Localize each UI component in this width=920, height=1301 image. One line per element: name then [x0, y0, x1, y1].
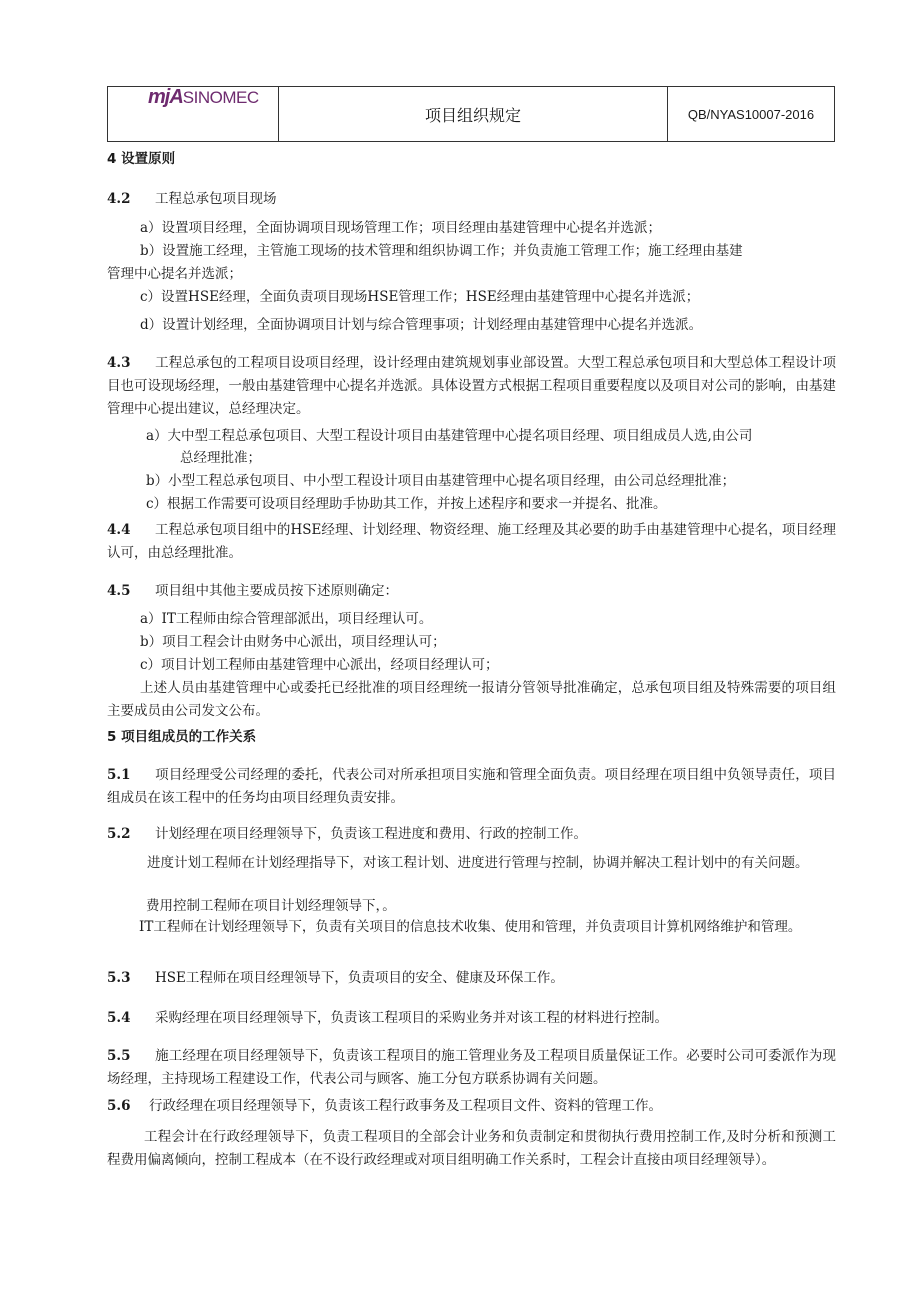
- clause-5-2: [107, 823, 836, 846]
- clause-5-4: [107, 1007, 836, 1030]
- clause-text: HSE工程师在项目经理领导下，负责项目的安全、健康及环保工作。: [155, 970, 564, 986]
- paragraph-5-6-accounting: 工程会计在行政经理领导下，负责工程项目的全部会计业务和负责制定和贯彻执行费用控制工作,及时分析和预测工程费用偏离倾向，控制工程成本（在不设行政经理或对项目组明确工作关系时，工程会计直接由项目经理领导）。: [107, 1129, 836, 1168]
- item-4-3-b: b）小型工程总承包项目、中小型工程设计项目由基建管理中心提名项目经理，由公司总经理批准；: [146, 473, 736, 489]
- paragraph-5-2-schedule: 进度计划工程师在计划经理指导下，对该工程计划、进度进行管理与控制，协调并解决工程计划中的有关问题。: [147, 855, 809, 871]
- clause-number: 5.4: [107, 1010, 131, 1026]
- document-title: 项目组织规定: [279, 87, 668, 141]
- clause-text: 工程总承包的工程项目设项目经理，设计经理由建筑规划事业部设置。大型工程总承包项目和大型总体工程设计项目也可设现场经理，一般由基建管理中心提名并选派。具体设置方式根据工程项目重要程度以及项目对公司的影响，由基建管理中心提出建议，总经理决定。: [107, 355, 836, 417]
- clause-number: 5.1: [107, 767, 131, 783]
- item-4-2-d: d）设置计划经理，全面协调项目计划与综合管理事项；计划经理由基建管理中心提名并选派。: [140, 317, 703, 333]
- clause-number: 5.6: [107, 1098, 131, 1114]
- clause-text: 计划经理在项目经理领导下，负责该工程进度和费用、行政的控制工作。: [155, 826, 587, 842]
- clause-number: 5.5: [107, 1048, 131, 1064]
- clause-4-4: [107, 519, 836, 565]
- paragraph-5-2-cost: 费用控制工程师在项目计划经理领导下，。: [146, 898, 396, 914]
- clause-text: 项目组中其他主要成员按下述原则确定：: [155, 583, 398, 599]
- clause-number: 4.5: [107, 583, 131, 599]
- clause-text: 施工经理在项目经理领导下，负责该工程项目的施工管理业务及工程项目质量保证工作。必要时公司可委派作为现场经理，主持现场工程建设工作，代表公司与顾客、施工分包方联系协调有关问题。: [107, 1048, 836, 1087]
- clause-5-1: [107, 764, 836, 810]
- clause-text: 项目经理受公司经理的委托，代表公司对所承担项目实施和管理全面负责。项目经理在项目组中负领导责任，项目组成员在该工程中的任务均由项目经理负责安排。: [107, 767, 836, 806]
- paragraph-4-5-tail: 上述人员由基建管理中心或委托已经批准的项目经理统一报请分管领导批准确定，总承包项目组及特殊需要的项目组主要成员由公司发文公布。: [107, 680, 836, 719]
- item-4-2-b-line1: b）设置施工经理，主管施工现场的技术管理和组织协调工作；并负责施工管理工作；施工经理由基建: [140, 243, 743, 259]
- item-4-5-a: a）IT工程师由综合管理部派出，项目经理认可。: [140, 611, 433, 627]
- logo-mark: mjA: [148, 86, 183, 108]
- clause-number: 4.2: [107, 191, 131, 207]
- clause-number: 4.4: [107, 522, 131, 538]
- item-4-3-a-line1: a）大中型工程总承包项目、大型工程设计项目由基建管理中心提名项目经理、项目组成员人选,由公司: [146, 428, 753, 444]
- section-5-heading: 5 项目组成员的工作关系: [107, 729, 257, 745]
- item-4-5-c: c）项目计划工程师由基建管理中心派出，经项目经理认可；: [140, 657, 499, 673]
- clause-number: 4.3: [107, 355, 131, 371]
- clause-4-2: [107, 188, 836, 211]
- logo-word: SINOMEC: [182, 88, 259, 107]
- logo-cell: [108, 87, 279, 141]
- clause-text: 行政经理在项目经理领导下，负责该工程行政事务及工程项目文件、资料的管理工作。: [149, 1098, 662, 1114]
- document-code: QB/NYAS10007-2016: [687, 106, 815, 122]
- clause-text: 工程总承包项目现场: [155, 191, 277, 207]
- item-4-2-b-line2: 管理中心提名并选派；: [107, 266, 242, 282]
- clause-number: 5.2: [107, 826, 131, 842]
- section-4-heading: 4 设置原则: [107, 151, 176, 167]
- item-4-2-c: c）设置HSE经理，全面负责项目现场HSE管理工作；HSE经理由基建管理中心提名并选派；: [140, 289, 700, 305]
- item-4-3-c: c）根据工作需要可设项目经理助手协助其工作，并按上述程序和要求一并提名、批准。: [146, 496, 667, 512]
- clause-number: 5.3: [107, 970, 131, 986]
- item-4-3-a-line2: 总经理批准；: [180, 450, 261, 466]
- company-logo: [148, 86, 259, 109]
- item-4-2-a: a）设置项目经理，全面协调项目现场管理工作；项目经理由基建管理中心提名并选派；: [140, 220, 662, 236]
- clause-4-3: [107, 352, 836, 421]
- clause-5-3: [107, 967, 836, 990]
- clause-5-5: [107, 1045, 836, 1091]
- clause-5-6: [107, 1095, 836, 1118]
- paragraph-5-2-it: IT工程师在计划经理领导下，负责有关项目的信息技术收集、使用和管理，并负责项目计算机网络维护和管理。: [139, 919, 802, 935]
- clause-text: 采购经理在项目经理领导下，负责该工程项目的采购业务并对该工程的材料进行控制。: [155, 1010, 668, 1026]
- document-header: [107, 86, 835, 142]
- clause-4-5: [107, 580, 836, 603]
- item-4-5-b: b）项目工程会计由财务中心派出，项目经理认可；: [140, 634, 446, 650]
- clause-text: 工程总承包项目组中的HSE经理、计划经理、物资经理、施工经理及其必要的助手由基建管理中心提名，项目经理认可，由总经理批准。: [107, 522, 836, 561]
